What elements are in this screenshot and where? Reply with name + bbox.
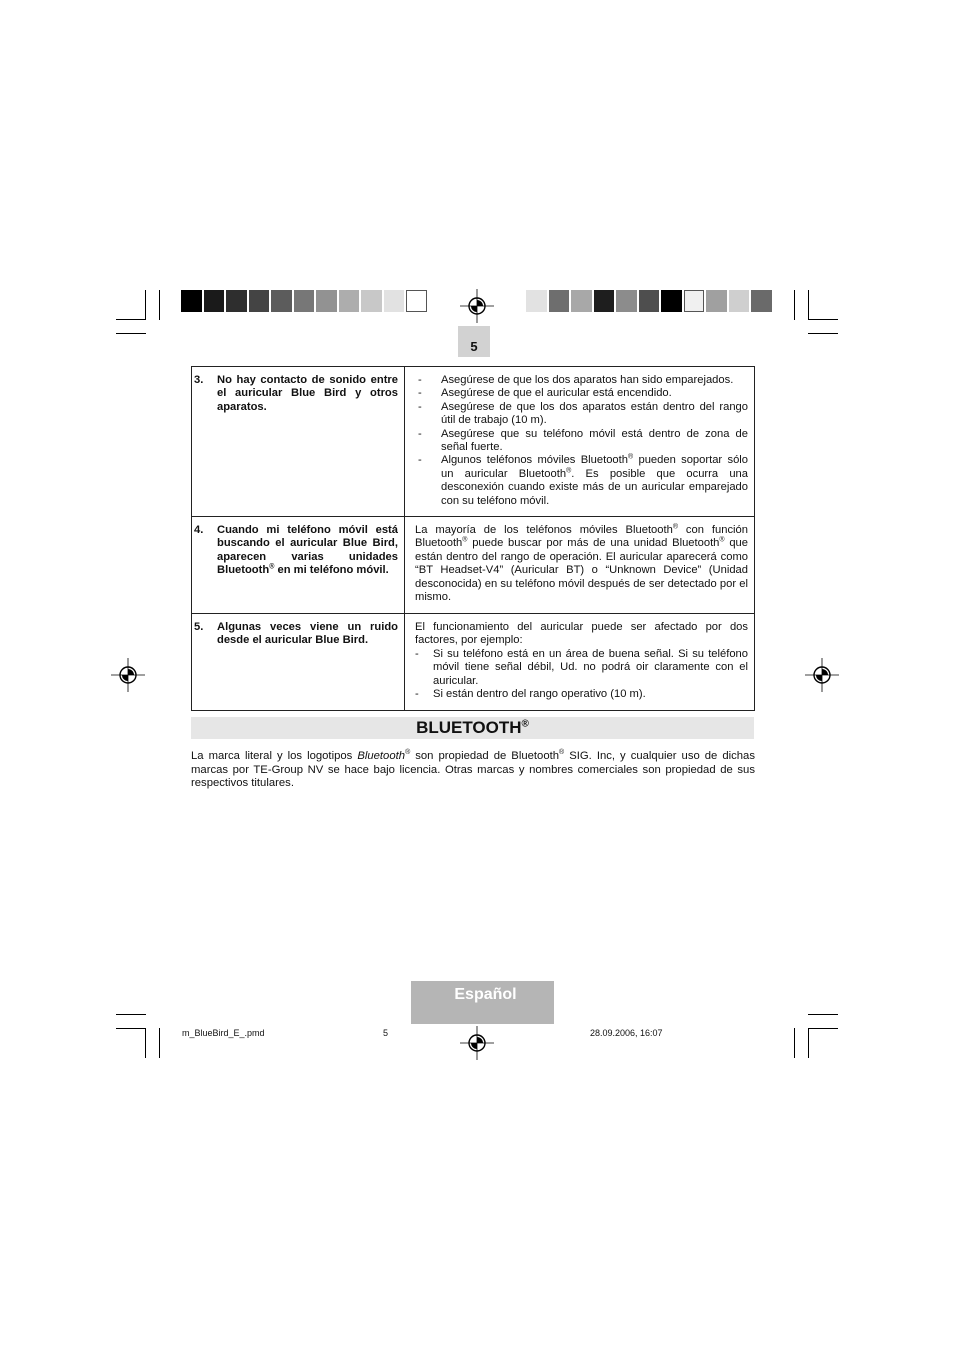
- registration-mark-icon: [805, 658, 839, 692]
- color-swatch: [571, 290, 592, 312]
- color-swatch: [684, 290, 705, 312]
- page-number: 5: [470, 339, 478, 354]
- list-item: - Asegúrese de que el auricular está encendido.: [418, 387, 672, 400]
- question-cell: [192, 614, 405, 710]
- crop-mark: [116, 333, 146, 334]
- crop-mark: [808, 1028, 838, 1029]
- color-calibration-bar-left: [181, 290, 427, 312]
- color-swatch: [271, 290, 292, 312]
- color-swatch: [706, 290, 727, 312]
- color-calibration-bar-right: [526, 290, 772, 312]
- color-swatch: [616, 290, 637, 312]
- list-item: - Asegúrese de que los dos aparatos están dentro del rango útil de trabajo (10 m).: [418, 400, 748, 427]
- registration-mark-icon: [111, 658, 145, 692]
- color-swatch: [384, 290, 405, 312]
- color-swatch: [526, 290, 547, 312]
- question-text: No hay contacto de sonido entre el auricular Blue Bird y otros aparatos.: [217, 374, 398, 413]
- answer-cell: [405, 367, 755, 517]
- color-swatch: [594, 290, 615, 312]
- answer-cell: [405, 517, 755, 614]
- crop-mark: [116, 319, 146, 320]
- question-number: 3.: [194, 374, 204, 386]
- answer-list: [415, 648, 748, 702]
- color-swatch: [751, 290, 772, 312]
- crop-mark: [116, 1028, 146, 1029]
- question-number: 4.: [194, 524, 204, 537]
- table-row: [192, 614, 755, 710]
- trademark-paragraph: La marca literal y los logotipos Bluetooth® son propiedad de Bluetooth® SIG. Inc, y cualquier uso de dichas marcas por TE-Group NV se hace bajo licencia. Otras marcas y nombres comerciales son propiedad de sus respectivos titulares.: [191, 749, 755, 790]
- answer-intro: El funcionamiento del auricular puede ser afectado por dos factores, por ejemplo:: [415, 621, 748, 647]
- crop-mark: [808, 1028, 809, 1058]
- color-swatch: [204, 290, 225, 312]
- crop-mark: [794, 1028, 795, 1058]
- registration-mark-icon: [460, 289, 494, 323]
- language-tab: Español: [411, 981, 554, 1024]
- color-swatch: [249, 290, 270, 312]
- list-item: - Asegúrese que su teléfono móvil está dentro de zona de señal fuerte.: [418, 427, 748, 454]
- section-title: BLUETOOTH®: [191, 717, 754, 739]
- color-swatch: [661, 290, 682, 312]
- crop-mark: [116, 1014, 146, 1015]
- footer-page: 5: [383, 1028, 389, 1038]
- crop-mark: [808, 290, 809, 320]
- color-swatch: [361, 290, 382, 312]
- question-text: Algunas veces viene un ruido desde el auricular Blue Bird.: [217, 621, 398, 647]
- crop-mark: [808, 319, 838, 320]
- color-swatch: [639, 290, 660, 312]
- answer-cell: [405, 614, 755, 710]
- color-swatch: [406, 290, 427, 312]
- crop-mark: [808, 1014, 838, 1015]
- question-cell: [192, 367, 405, 517]
- question-number: 5.: [194, 621, 204, 634]
- registration-mark-icon: [460, 1026, 494, 1060]
- troubleshooting-table: [191, 366, 755, 711]
- crop-mark: [145, 290, 146, 320]
- color-swatch: [226, 290, 247, 312]
- list-item: - Si su teléfono está en un área de buena señal. Si su teléfono móvil tiene señal débil, Ud. no podrá oir claramente con el auricular.: [415, 647, 748, 687]
- color-swatch: [294, 290, 315, 312]
- table-row: [192, 517, 755, 614]
- color-swatch: [549, 290, 570, 312]
- crop-mark: [145, 1028, 146, 1058]
- color-swatch: [729, 290, 750, 312]
- footer-datetime: 28.09.2006, 16:07: [590, 1028, 663, 1038]
- color-swatch: [181, 290, 202, 312]
- answer-list: [415, 374, 748, 508]
- color-swatch: [316, 290, 337, 312]
- list-item: - Si están dentro del rango operativo (10 m).: [415, 688, 646, 701]
- question-cell: [192, 517, 405, 614]
- page-number-tab: [458, 326, 490, 357]
- list-item: - Asegúrese de que los dos aparatos han sido emparejados.: [418, 374, 734, 386]
- question-text: Cuando mi teléfono móvil está buscando el auricular Blue Bird, aparecen varias unidades Bluetooth® en mi teléfono móvil.: [217, 524, 398, 577]
- footer-filename: m_BlueBird_E_.pmd: [182, 1028, 265, 1038]
- table-row: [192, 367, 755, 517]
- crop-mark: [808, 333, 838, 334]
- list-item: - Algunos teléfonos móviles Bluetooth® pueden soportar sólo un auricular Bluetooth®. Es posible que ocurra una desconexión cuando existe más de un auricular emparejado con su teléfono móvil.: [418, 453, 748, 507]
- color-swatch: [339, 290, 360, 312]
- crop-mark: [159, 290, 160, 320]
- answer-text: La mayoría de los teléfonos móviles Bluetooth® con función Bluetooth® puede buscar por más de una unidad Bluetooth® que están dentro del rango de operación. El auricular aparecerá como “BT Headset-V4” (Auricular BT) o “Unknown Device” (Unidad desconocida) en su teléfono móvil después de ser detectado por el mismo.: [415, 523, 748, 604]
- crop-mark: [159, 1028, 160, 1058]
- crop-mark: [794, 290, 795, 320]
